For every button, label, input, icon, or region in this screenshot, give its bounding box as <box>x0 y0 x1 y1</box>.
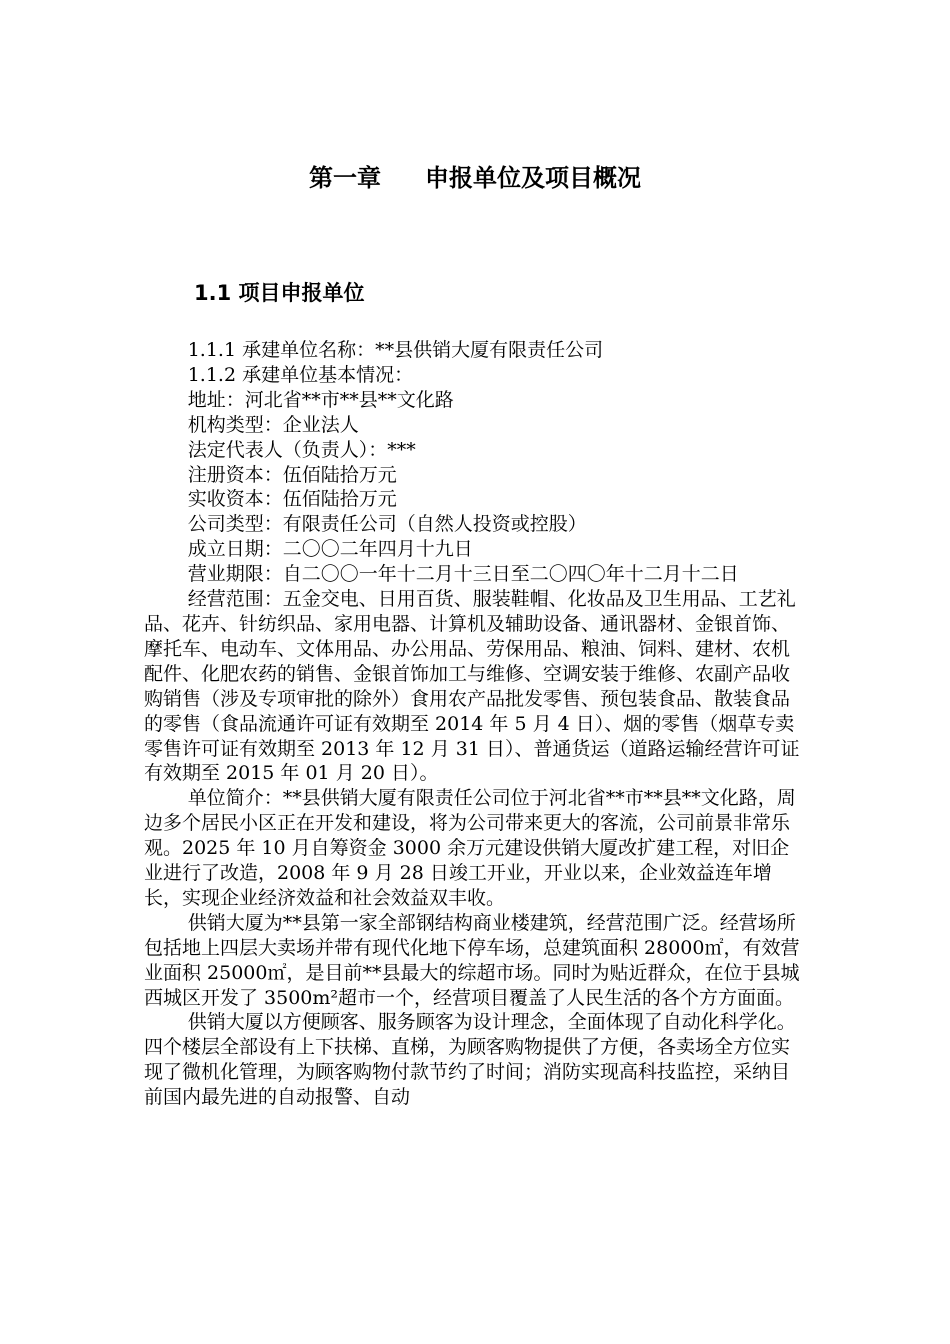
paragraph-business-term: 营业期限：自二〇〇一年十二月十三日至二〇四〇年十二月十二日 <box>187 563 739 586</box>
paragraph-design-concept: 供销大厦以方便顾客、服务顾客为设计理念，全面体现了自动化科学化。四个楼层全部设有上下扶梯、直梯，为顾客购物提供了方便，各卖场全方位实现了微机化管理，为顾客购物付款节约了时间；消防实现高科技监控，采纳目前国内最先进的自动报警、自动 <box>144 1011 796 1109</box>
paragraph-paid-capital: 实收资本：伍佰陆拾万元 <box>187 488 397 511</box>
paragraph-established-date: 成立日期：二〇〇二年四月十九日 <box>187 538 473 561</box>
body-text <box>144 338 804 1110</box>
paragraph-basic-info: 1.1.2 承建单位基本情况： <box>187 363 414 386</box>
section-title: 1.1 项目申报单位 <box>194 281 365 305</box>
paragraph-address: 地址：河北省**市**县**文化路 <box>187 388 454 411</box>
paragraph-company-intro: 单位简介：**县供销大厦有限责任公司位于河北省**市**县**文化路，周边多个居民小区正在开发和建设，将为公司带来更大的客流，公司前景非常乐观。2025 年 10 月自筹资金 3000 余万元建设供销大厦改扩建工程，对旧企业进行了改造，2008 年 9 月 28 日竣工开业，开业以来，企业效益连年增长，实现企业经济效益和社会效益双丰收。 <box>144 787 796 909</box>
paragraph-unit-name: 1.1.1 承建单位名称：**县供销大厦有限责任公司 <box>187 339 604 361</box>
paragraph-org-type: 机构类型：企业法人 <box>187 413 359 436</box>
paragraph-company-type: 公司类型：有限责任公司（自然人投资或控股） <box>187 513 587 536</box>
chapter-number: 第一章 <box>309 164 381 192</box>
paragraph-registered-capital: 注册资本：伍佰陆拾万元 <box>187 463 397 486</box>
chapter-title <box>0 158 950 198</box>
paragraph-building-info: 供销大厦为**县第一家全部钢结构商业楼建筑，经营范围广泛。经营场所包括地上四层大卖场并带有现代化地下停车场，总建筑面积 28000㎡，有效营业面积 25000㎡，是目前**县最大的综超市场。同时为贴近群众，在位于县城西城区开发了 3500m²超市一个，经营项目覆盖了人民生活的各个方方面面。 <box>144 911 800 1009</box>
chapter-name: 申报单位及项目概况 <box>425 164 641 192</box>
paragraph-legal-rep: 法定代表人（负责人）：*** <box>187 438 416 461</box>
paragraph-business-scope: 经营范围：五金交电、日用百货、服装鞋帽、化妆品及卫生用品、工艺礼品、花卉、针纺织品、家用电器、计算机及辅助设备、通讯器材、金银首饰、摩托车、电动车、文体用品、办公用品、劳保用品、粮油、饲料、建材、农机配件、化肥农药的销售、金银首饰加工与维修、空调安装于维修、农副产品收购销售（涉及专项审批的除外）食用农产品批发零售、预包装食品、散装食品的零售（食品流通许可证有效期至 2014 年 5 月 4 日）、烟的零售（烟草专卖零售许可证有效期至 2013 年 12 月 31 日）、普通货运（道路运输经营许可证有效期至 2015 年 01 月 20 日）。 <box>144 588 800 785</box>
